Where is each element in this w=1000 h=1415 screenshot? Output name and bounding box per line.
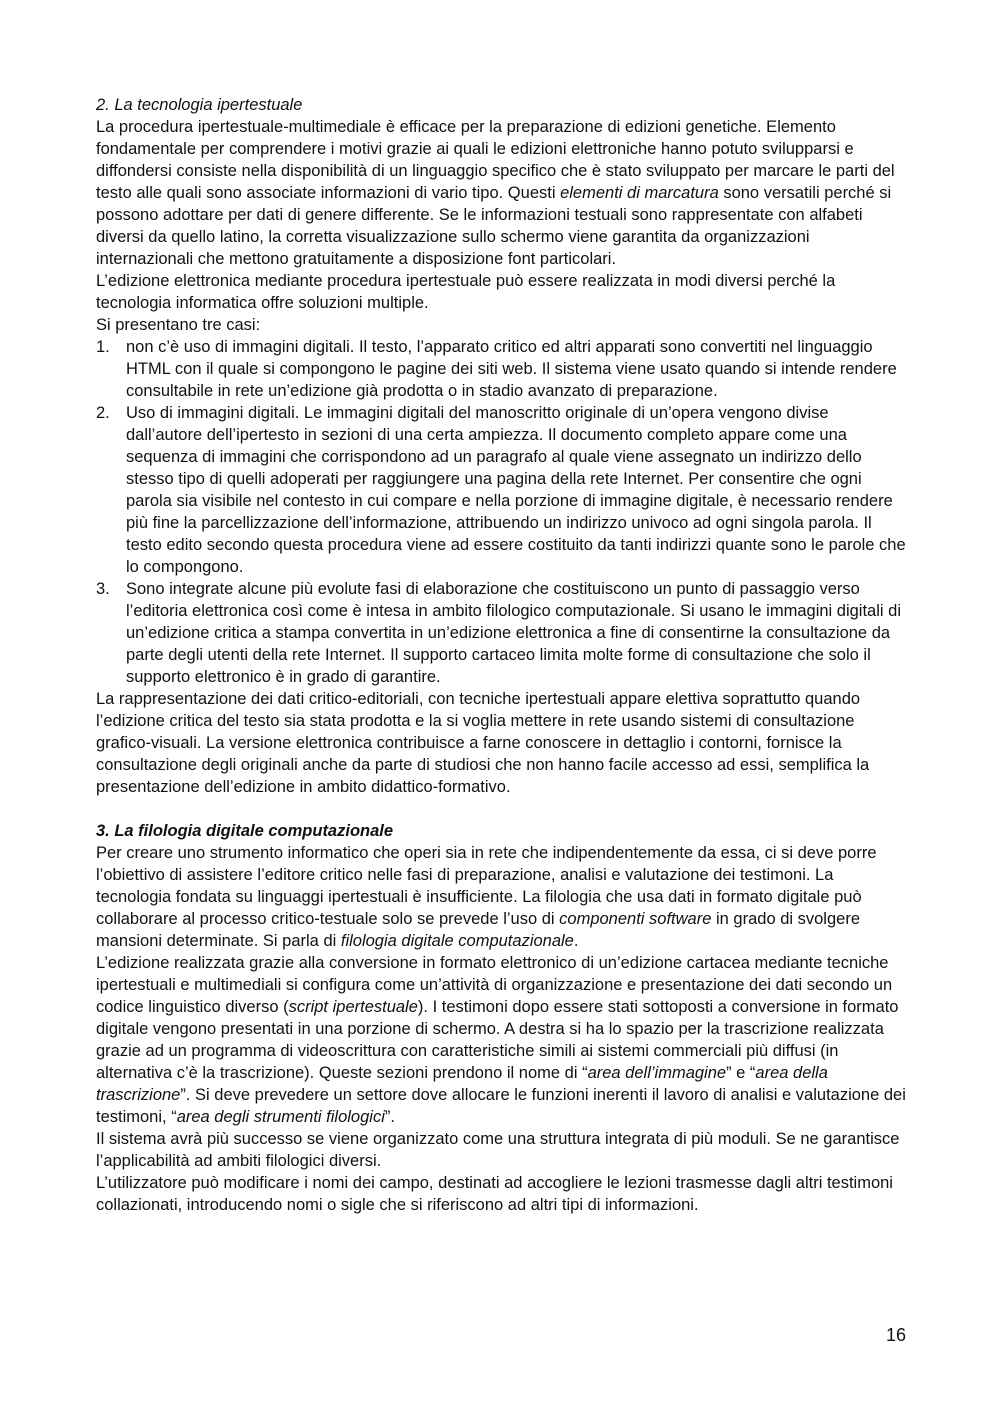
italic-term: script ipertestuale [288, 998, 418, 1016]
page-number: 16 [885, 1325, 906, 1345]
section-2-paragraph-1: La procedura ipertestuale-multimediale è efficace per la preparazione di edizioni genetiche. Elemento fondamentale per comprendere i motivi grazie ai quali le edizioni elettroniche hanno potuto svilupparsi e diffondersi consiste nella disponibilità di un linguaggio specifico che è stato sviluppato per marcare le parti del testo alle quali sono associate informazioni di vario tipo. Questi elementi di marcatura sono versatili perché si possono adottare per dati di genere differente. Se le informazioni testuali sono rappresentate con alfabeti diversi da quello latino, la corretta visualizzazione sullo schermo viene garantita da organizzazioni internazionali che mettono gratuitamente a disposizione font particolari. [96, 118, 895, 268]
list-item-text: non c’è uso di immagini digitali. Il testo, l’apparato critico ed altri apparati sono convertiti nel linguaggio HTML con il quale si compongono le pagine dei siti web. Il sistema viene usato quando si intende rendere consultabile in rete un’edizione già prodotta o in stadio avanzato di preparazione. [126, 338, 897, 400]
italic-term: filologia digitale computazionale [340, 932, 574, 950]
section-2-paragraph-3: Si presentano tre casi: [96, 316, 261, 334]
section-3-paragraph-1: Per creare uno strumento informatico che operi sia in rete che indipendentemente da essa, ci si deve porre l’obiettivo di assistere l’editore critico nelle fasi di preparazione, analisi e valutazione dei testimoni. La tecnologia fondata su linguaggi ipertestuali è insufficiente. La filologia che usa dati in formato digitale può collaborare al processo critico-testuale solo se prevede l’uso di componenti software in grado di svolgere mansioni determinate. Si parla di filologia digitale computazionale. [96, 844, 877, 950]
list-item-number: 1. [96, 338, 110, 356]
list-item-text: Sono integrate alcune più evolute fasi di elaborazione che costituiscono un punto di passaggio verso l’editoria elettronica così come è intesa in ambito filologico computazionale. Si usano le immagini digitali di un’edizione critica a stampa convertita in un’edizione elettronica a fine di consentirne la consultazione da parte degli utenti della rete Internet. Il supporto cartaceo limita molte forme di consultazione che solo il supporto elettronico è in grado di garantire. [126, 580, 901, 686]
italic-term: elementi di marcatura [560, 184, 719, 202]
list-item [96, 336, 908, 402]
section-2-heading: 2. La tecnologia ipertestuale [96, 96, 303, 114]
document-page [96, 94, 908, 1216]
section-3-paragraph-2: L’edizione realizzata grazie alla conversione in formato elettronico di un’edizione cartacea mediante tecniche ipertestuali e multimediali si configura come un’attività di organizzazione e presentazione dei dati secondo un codice linguistico diverso (script ipertestuale). I testimoni dopo essere stati sottoposti a conversione in formato digitale vengono presentati in una porzione di schermo. A destra si ha lo spazio per la trascrizione realizzata grazie ad un programma di videoscrittura con caratteristiche simili ai sistemi commerciali più diffusi (in alternativa c’è la trascrizione). Queste sezioni prendono il nome di “area dell’immagine” e “area della trascrizione”. Si deve prevedere un settore dove allocare le funzioni inerenti il lavoro di analisi e valutazione dei testimoni, “area degli strumenti filologici”. [96, 954, 906, 1126]
list-item [96, 402, 908, 578]
list-item [96, 578, 908, 688]
italic-term: area della trascrizione [96, 1064, 828, 1104]
italic-term: area dell’immagine [587, 1064, 727, 1082]
section-2-paragraph-2: L’edizione elettronica mediante procedura ipertestuale può essere realizzata in modi diversi perché la tecnologia informatica offre soluzioni multiple. [96, 272, 836, 312]
list-item-number: 2. [96, 404, 110, 422]
italic-term: area degli strumenti filologici [176, 1108, 385, 1126]
italic-term: componenti software [559, 910, 712, 928]
cases-list [96, 336, 908, 688]
section-3-paragraph-3: Il sistema avrà più successo se viene organizzato come una struttura integrata di più moduli. Se ne garantisce l’applicabilità ad ambiti filologici diversi. [96, 1130, 900, 1170]
section-3-paragraph-4: L’utilizzatore può modificare i nomi dei campo, destinati ad accogliere le lezioni trasmesse dagli altri testimoni collazionati, introducendo nomi o sigle che si riferiscono ad altri tipi di informazioni. [96, 1174, 893, 1214]
section-3-heading: 3. La filologia digitale computazionale [96, 822, 394, 840]
list-item-number: 3. [96, 580, 110, 598]
section-2-paragraph-4: La rappresentazione dei dati critico-editoriali, con tecniche ipertestuali appare elettiva soprattutto quando l’edizione critica del testo sia stata prodotta e la si voglia mettere in rete usando sistemi di consultazione grafico-visuali. La versione elettronica contribuisce a farne conoscere in dettaglio i contorni, fornisce la consultazione degli originali anche da parte di studiosi che non hanno facile accesso ad essi, semplifica la presentazione dell’edizione in ambito didattico-formativo. [96, 690, 870, 796]
list-item-text: Uso di immagini digitali. Le immagini digitali del manoscritto originale di un’opera vengono divise dall’autore dell’ipertesto in sezioni di una certa ampiezza. Il documento completo appare come una sequenza di immagini che corrispondono ad un paragrafo al quale viene assegnato un indirizzo dello stesso tipo di quelli adoperati per raggiungere una pagina della rete Internet. Per consentire che ogni parola sia visibile nel contesto in cui compare e nella porzione di immagine digitale, è necessario rendere più fine la parcellizzazione dell’informazione, attribuendo un indirizzo univoco ad ogni singola parola. Il testo edito secondo questa procedura viene ad essere costituito da tanti indirizzi quante sono le parole che lo compongono. [126, 404, 906, 576]
